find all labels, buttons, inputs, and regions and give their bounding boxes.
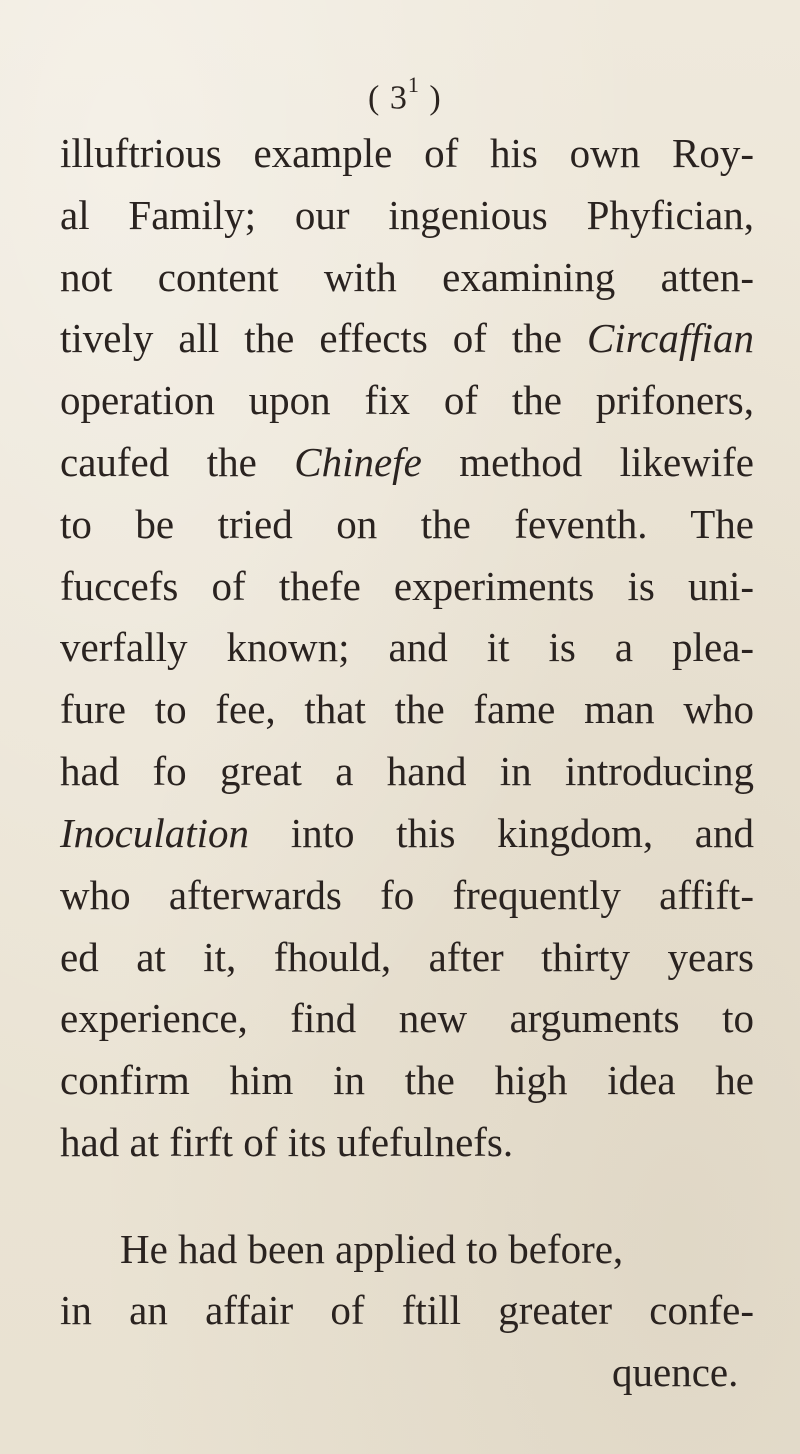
text-line: verfally known; and it is a plea- xyxy=(60,624,754,670)
text-line: operation upon fix of the prifoners, xyxy=(60,377,754,423)
text-line: not content with examining atten- xyxy=(60,254,754,300)
text-line: al Family; our ingenious Phyfician, xyxy=(60,192,754,238)
text-line: He had been applied to before, xyxy=(120,1226,624,1272)
text-line: confirm him in the high idea he xyxy=(60,1057,754,1103)
italic-word: Circaffian xyxy=(586,315,754,361)
text-line: ed at it, fhould, after thirty years xyxy=(60,934,754,980)
text-line: experience, find new arguments to xyxy=(60,995,754,1041)
italic-word: Chinefe xyxy=(294,439,422,485)
text-line: to be tried on the feventh. The xyxy=(60,501,754,547)
page-number-value: 3 xyxy=(389,79,408,117)
text-line: illuftrious example of his own Roy- xyxy=(60,130,754,176)
text-line: had at firft of its ufefulnefs. xyxy=(60,1119,514,1165)
text-line: fure to fee, that the fame man who xyxy=(60,686,754,732)
text-line: quence. xyxy=(612,1349,739,1395)
italic-word: Inoculation xyxy=(60,810,250,856)
page-number-sup: 1 xyxy=(407,72,420,97)
text-line: in an affair of ftill greater confe- xyxy=(60,1287,754,1333)
page-number: ( $3^1$ ) xyxy=(368,72,442,117)
text-line: Inoculation into this kingdom, and xyxy=(60,810,754,856)
text-line: caufed the Chinefe method likewife xyxy=(60,439,754,485)
text-line: tively all the effects of the Circaffian xyxy=(60,315,754,361)
text-line: who afterwards fo frequently affift- xyxy=(60,872,754,918)
text-line: fuccefs of thefe experiments is uni- xyxy=(60,563,754,609)
text-line: had fo great a hand in introducing xyxy=(60,748,754,794)
